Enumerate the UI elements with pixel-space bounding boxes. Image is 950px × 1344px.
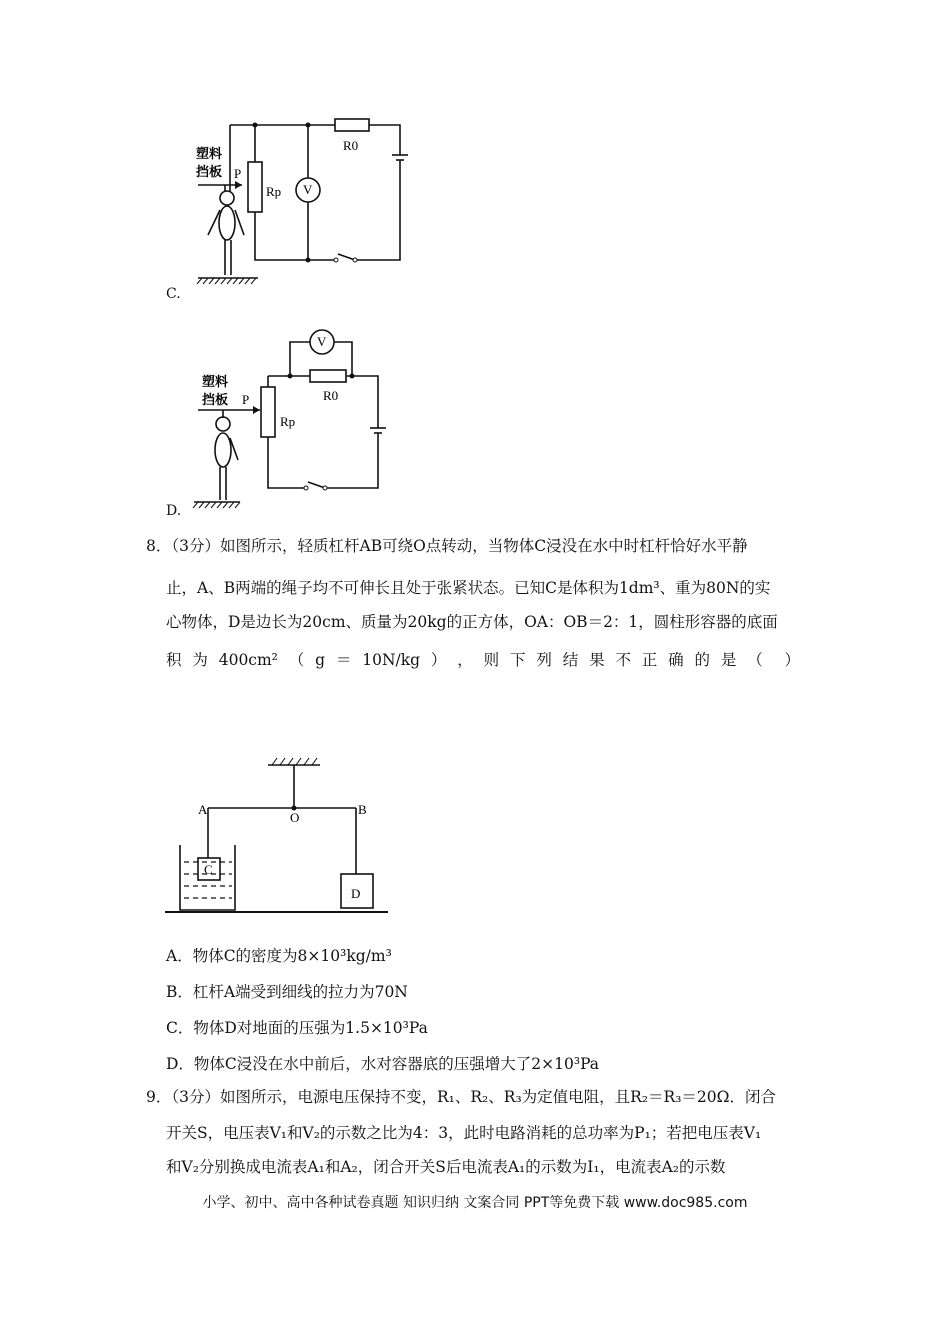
lever-end-a-label: A <box>198 802 208 817</box>
q8-line4-token: g <box>315 651 326 669</box>
q8-line4-token: ） <box>784 651 800 669</box>
q8-line4-token: 积 <box>166 651 182 669</box>
q8-text-line4 <box>166 650 800 670</box>
q8-line4-token: 10N/kg <box>362 651 421 669</box>
q8-line4-token: ＝ <box>335 651 352 669</box>
rp-label: Rp <box>266 184 282 199</box>
q8-line4-token: 不 <box>615 651 631 669</box>
q8-option-c[interactable]: C．物体D对地面的压强为1.5×10³Pa <box>166 1019 428 1037</box>
figure-d-circuit <box>180 320 410 510</box>
q8-line4-token: 结 <box>562 651 579 669</box>
q8-line4-token: 正 <box>641 651 658 669</box>
q9-text-line3: 和V₂分别换成电流表A₁和A₂，闭合开关S后电流表A₁的示数为I₁，电流表A₂的示数 <box>166 1158 726 1176</box>
q9-score: （3分） <box>171 1088 220 1106</box>
q9-text-line2: 开关S，电压表V₁和V₂的示数之比为4：3，此时电路消耗的总功率为P₁；若把电压表V₁ <box>166 1124 762 1142</box>
q8-line4-token: 列 <box>536 651 552 669</box>
q9-line1 <box>146 1087 776 1107</box>
lever-end-b-label: B <box>358 802 367 817</box>
figure-lever <box>160 750 400 920</box>
q8-line4-token: 确 <box>668 651 684 669</box>
block-d-label: D <box>351 886 361 901</box>
q8-line1 <box>146 536 748 556</box>
q8-line4-token: （ <box>747 651 763 669</box>
r0-label: R0 <box>323 388 339 403</box>
voltmeter-label: V <box>303 182 313 197</box>
option-d-letter: D. <box>166 503 182 519</box>
q8-line4-token: 下 <box>510 651 526 669</box>
q8-line4-token: 400cm² <box>218 651 278 669</box>
option-c-letter: C. <box>166 286 181 302</box>
q8-text-line2: 止，A、B两端的绳子均不可伸长且处于张紧状态。已知C是体积为1dm³、重为80N的实 <box>166 579 771 597</box>
q8-score: （3分） <box>171 537 220 555</box>
q8-option-a[interactable]: A．物体C的密度为8×10³kg/m³ <box>166 947 392 965</box>
q8-line4-token: 则 <box>483 651 500 669</box>
r0-label: R0 <box>343 138 359 153</box>
q8-number: 8． <box>146 537 172 555</box>
board-label-line1: 塑料 <box>202 375 229 390</box>
voltmeter-label: V <box>317 334 327 349</box>
q8-line4-token: 果 <box>589 651 605 669</box>
q8-option-d[interactable]: D．物体C浸没在水中前后，水对容器底的压强增大了2×10³Pa <box>166 1055 600 1073</box>
q8-text-line1: 如图所示，轻质杠杆AB可绕O点转动，当物体C浸没在水中时杠杆恰好水平静 <box>220 537 748 555</box>
slider-p-label: P <box>242 392 250 407</box>
page-footer: 小学、初中、高中各种试卷真题 知识归纳 文案合同 PPT等免费下载 www.doc985.com <box>202 1195 748 1211</box>
q8-line4-token: ） <box>430 651 447 669</box>
slider-p-label: P <box>234 166 242 181</box>
q8-option-b[interactable]: B．杠杆A端受到细线的拉力为70N <box>166 983 408 1001</box>
pivot-o-label: O <box>290 810 300 825</box>
board-label-line2: 挡板 <box>196 165 223 180</box>
q8-line4-token: 为 <box>192 651 208 669</box>
figure-c-circuit <box>180 110 420 290</box>
q9-number: 9． <box>146 1088 172 1106</box>
block-c-label: C <box>204 862 213 877</box>
q8-text-line3: 心物体，D是边长为20cm、质量为20kg的正方体，OA：OB＝2：1，圆柱形容器的底面 <box>166 613 778 631</box>
q8-line4-token: 是 <box>720 651 737 669</box>
q8-line4-token: （ <box>288 651 305 669</box>
board-label-line2: 挡板 <box>202 393 229 408</box>
q8-line4-token: ， <box>457 651 473 669</box>
q8-line4-token: 的 <box>694 651 711 669</box>
q9-text-line1: 如图所示，电源电压保持不变，R₁、R₂、R₃为定值电阻，且R₂＝R₃＝20Ω．闭合 <box>220 1088 776 1106</box>
rp-label: Rp <box>280 414 296 429</box>
board-label-line1: 塑料 <box>196 147 223 162</box>
